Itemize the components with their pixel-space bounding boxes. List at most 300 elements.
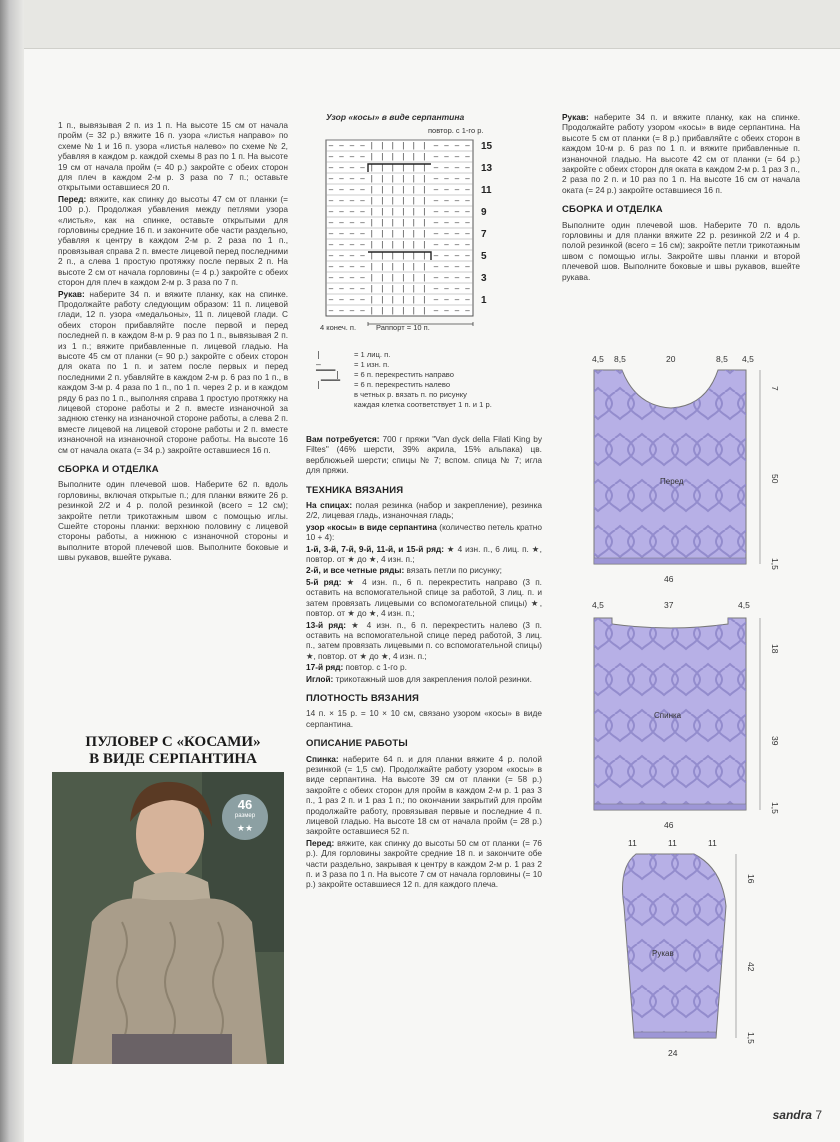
chart-cell: | (370, 185, 373, 194)
chart-cell: | (402, 240, 405, 249)
text-tech-1: На спицах: полая резинка (набор и закрепление), резинка 2/2, лицевая гладь, изнаночная гладь; (306, 500, 542, 521)
chart-cell: | (412, 163, 415, 172)
legend-note-cell: каждая клетка соответствует 1 п. и 1 р. (354, 400, 492, 409)
chart-cell: – (349, 152, 355, 161)
chart-cell: – (433, 229, 439, 238)
chart-cell: – (328, 295, 334, 304)
chart-cell: – (328, 141, 334, 150)
chart-cell: | (381, 141, 384, 150)
chart-cell: – (444, 174, 449, 183)
chart-cell: | (412, 284, 415, 293)
text-tech-2: узор «косы» в виде серпантина (количество петель кратно 10 + 4): (306, 521, 542, 543)
chart-cell: – (454, 306, 460, 315)
chart-cell: | (391, 174, 394, 183)
chart-cell: – (349, 306, 355, 315)
chart-cell: | (391, 207, 394, 216)
chart-cell: – (360, 196, 365, 205)
chart-cell: – (349, 196, 355, 205)
chart-cell: – (465, 251, 470, 260)
heading-description: ОПИСАНИЕ РАБОТЫ (306, 738, 408, 750)
chart-cell: | (423, 174, 426, 183)
chart-cell: – (444, 306, 449, 315)
sleeve-label: Рукав (652, 949, 674, 958)
chart-cell: – (360, 240, 365, 249)
chart-cell: | (391, 251, 394, 260)
chart-cell: – (444, 207, 449, 216)
text-tech-4: 2-й, и все четные ряды: вязать петли по рисунку; (306, 565, 502, 576)
project-title: ПУЛОВЕР С «КОСАМИ» В ВИДЕ СЕРПАНТИНА (85, 734, 261, 767)
chart-cell: | (423, 196, 426, 205)
chart-cell: – (328, 284, 334, 293)
top-margin (24, 0, 840, 49)
chart-cell: – (339, 240, 344, 249)
svg-text:20: 20 (666, 354, 676, 364)
back-dim-bottom: 46 (664, 820, 674, 830)
chart-cell: – (465, 163, 470, 172)
page-binding (0, 0, 24, 1142)
chart-cell: | (370, 240, 373, 249)
chart-cell: | (370, 207, 373, 216)
heading-assembly: СБОРКА И ОТДЕЛКА (58, 464, 159, 475)
chart-cell: | (412, 251, 415, 260)
chart-row-label: 15 (481, 141, 493, 152)
chart-cell: – (454, 196, 460, 205)
chart-cell: – (360, 295, 365, 304)
chart-cell: – (339, 163, 344, 172)
chart-cell: | (381, 262, 384, 271)
chart-cell: – (339, 295, 344, 304)
svg-text:4,5: 4,5 (592, 354, 604, 364)
chart-cell: | (381, 240, 384, 249)
chart-cell: | (402, 163, 405, 172)
chart-cell: – (433, 240, 439, 249)
chart-cell: – (465, 295, 470, 304)
chart-cell: | (402, 174, 405, 183)
chart-cell: | (402, 284, 405, 293)
chart-row-label: 7 (481, 229, 487, 240)
text-back: Спинка: наберите 64 п. и для планки вяжите 4 р. полой резинкой (= 1,5 см). Продолжайте работу узором «косы» в виде серпантина. На высоте 39 см от планки (= 58 р.) закройте с обеих сторон для пройм в каждом 2-м р. 1 раз 3 п., 1 раз 2 п. и 1 раз 1 п.; по окончании закрытий для пройм продолжайте работу, провязывая первые и последние 4 п. лицевой гладью. На высоте 18 см от начала пройм (= 28 р.) закройте оставшиеся 52 п. (306, 753, 542, 837)
size-badge: 46 размер ★★ (222, 794, 268, 840)
front-dims-right (770, 386, 780, 570)
chart-cell: | (370, 295, 373, 304)
chart-cell: | (412, 295, 415, 304)
chart-cell: | (391, 218, 394, 227)
chart-cell: – (349, 240, 355, 249)
chart-cell: | (412, 174, 415, 183)
chart-cell: | (423, 218, 426, 227)
chart-cell: | (370, 273, 373, 282)
chart-cell: | (370, 229, 373, 238)
chart-cell: – (360, 207, 365, 216)
chart-cell: | (370, 174, 373, 183)
chart-cell: – (465, 207, 470, 216)
chart-title: Узор «косы» в виде серпантина (326, 112, 465, 122)
column-left (58, 120, 288, 564)
chart-cell: | (423, 284, 426, 293)
chart-cell: – (433, 196, 439, 205)
chart-cell: | (412, 196, 415, 205)
svg-text:1,5: 1,5 (746, 1032, 756, 1044)
chart-cell: – (339, 273, 344, 282)
chart-cell: – (454, 207, 460, 216)
chart-cell: – (465, 284, 470, 293)
chart-cell: | (370, 141, 373, 150)
chart-cell: – (349, 273, 355, 282)
chart-cell: | (412, 273, 415, 282)
sleeve-dim-bottom: 24 (668, 1048, 678, 1058)
chart-row-label: 5 (481, 251, 487, 262)
page-number: 7 (815, 1108, 822, 1122)
chart-cell: – (454, 229, 460, 238)
chart-cell: | (391, 295, 394, 304)
chart-cell: | (381, 251, 384, 260)
chart-cell: | (391, 240, 394, 249)
heading-technique: ТЕХНИКА ВЯЗАНИЯ (306, 484, 404, 496)
chart-cell: | (423, 207, 426, 216)
chart-cell: – (360, 251, 365, 260)
chart-cell: | (370, 196, 373, 205)
text-tech-3: 1-й, 3-й, 7-й, 9-й, 11-й, и 15-й ряд: ★ 4 изн. п., 6 лиц. п. ★, повтор. от ★ до ★, 4 изн. п.; (306, 543, 542, 565)
chart-cell: – (328, 174, 334, 183)
chart-cell: | (412, 306, 415, 315)
chart-cell: – (444, 196, 449, 205)
chart-cell: – (349, 141, 355, 150)
chart-cell: | (381, 185, 384, 194)
chart-cell: – (465, 152, 470, 161)
text-front: Перед: вяжите, как спинку до высоты 47 см от планки (= 100 р.). Продолжая убавления между петлями узора «листья», как на спинке, оставьте открытыми для горловины средние 16 п. и закончите обе части раздельно, убавляя к центру в каждом 2-м р. 2 раза по 1 п., провязывая справа 2 п. вместе лицевой перед последними 2 п., а слева 1 простую протяжку после первых 2 п. На высоте 2 см от начала горловины (= 4 р.) закройте с обеих сторон для плеч в каждом 2-м р. 3 раза по 7 п. (58, 193, 288, 288)
chart-cell: | (412, 218, 415, 227)
chart-cell: – (465, 240, 470, 249)
chart-bottom-left-label: 4 конеч. п. (320, 323, 357, 332)
chart-cell: – (444, 185, 449, 194)
chart-cell: – (433, 141, 439, 150)
chart-cell: – (433, 152, 439, 161)
schema-front (592, 354, 780, 584)
chart-cell: – (328, 196, 334, 205)
chart-cell: – (444, 284, 449, 293)
chart-cell: – (360, 262, 365, 271)
chart-cell: | (381, 273, 384, 282)
chart-repeat-note: повтор. с 1-го р. (428, 126, 484, 135)
chart-cell: – (454, 251, 460, 260)
chart-cell: | (423, 229, 426, 238)
chart-cell: – (433, 273, 439, 282)
chart-cell: | (423, 273, 426, 282)
chart-cell: – (454, 262, 460, 271)
chart-cell: – (339, 229, 344, 238)
chart-cell: – (433, 174, 439, 183)
svg-text:4,5: 4,5 (592, 600, 604, 610)
chart-cell: – (360, 141, 365, 150)
chart-row-label: 3 (481, 273, 487, 284)
chart-cell: | (391, 273, 394, 282)
svg-text:42: 42 (746, 962, 756, 972)
text-tech-8: Иглой: трикотажный шов для закрепления полой резинки. (306, 673, 532, 684)
chart-cell: – (349, 218, 355, 227)
chart-cell: – (433, 284, 439, 293)
chart-bottom-right-label: Раппорт = 10 п. (376, 323, 430, 332)
chart-cell: | (370, 163, 373, 172)
chart-cell: – (454, 174, 460, 183)
chart-cell: – (349, 185, 355, 194)
chart-cell: | (381, 196, 384, 205)
heading-gauge: ПЛОТНОСТЬ ВЯЗАНИЯ (306, 692, 420, 704)
chart-row-label: 13 (481, 163, 493, 174)
chart-cell: – (444, 240, 449, 249)
chart-cell: – (454, 295, 460, 304)
chart-cell: – (339, 207, 344, 216)
chart-cell: | (391, 262, 394, 271)
chart-legend (310, 350, 540, 410)
chart-cell: | (412, 262, 415, 271)
column-middle (306, 434, 542, 891)
chart-cell: | (412, 229, 415, 238)
chart-cell: – (433, 207, 439, 216)
chart-cell: | (402, 141, 405, 150)
chart-cell: | (402, 207, 405, 216)
chart-cell: | (423, 251, 426, 260)
chart-row-labels (481, 141, 493, 306)
chart-row-label: 9 (481, 207, 487, 218)
chart-cell: – (444, 218, 449, 227)
chart-cell: | (381, 152, 384, 161)
chart-cell: | (423, 306, 426, 315)
text-sleeve-2: Рукав: наберите 34 п. и вяжите планку, как на спинке. Продолжайте работу узором «косы» в виде серпантина. На высоте 5 см от планки (= 8 р.) прибавляйте с обеих сторон в каждом 10-м р. 6 раз по 1 п. и вяжите прибавленные п. изнаночной гладью. На высоте 42 см от планки (= 64 р.) закройте с обеих сторон для оката в каждом 2-м р. 1 раз 3 п., 2 раза по 2 п. и 10 раз по 1 п. На высоте 16 см от начала оката (= 24 р.) закройте оставшиеся 16 п. (562, 112, 800, 195)
chart-cell: | (402, 152, 405, 161)
chart-cell: – (328, 306, 334, 315)
text-back-continued: 1 п., вывязывая 2 п. из 1 п. На высоте 15 см от начала пройм (= 32 р.) вяжите 16 п. узора «листья направо» по схеме № 1 и 16 п. узора «листья налево» по схеме № 2, убавляя в каждом р. каждой схемы 8 раз по 1 п. На высоте 19 см от начала пройм (= 40 р.) закройте с обеих сторон для плеч в каждом 2-м р. 3 раза по 7 п.; оставьте открытыми оставшиеся 20 п. (58, 120, 288, 193)
chart-cell: | (412, 141, 415, 150)
chart-cell: – (360, 284, 365, 293)
chart-cell: | (381, 163, 384, 172)
chart-cell: | (423, 163, 426, 172)
chart-cell: | (391, 196, 394, 205)
chart-cell: – (349, 251, 355, 260)
chart-cell: | (381, 284, 384, 293)
text-assembly-2: Выполните один плечевой шов. Наберите 70 п. вдоль горловины и для планки вяжите 22 р. резинкой 2/2 и 4 р. полой резинкой (всего = 16 см); закройте петли трикотажным швом с помощью иглы. Закройте швы планки и второй плечевой шов. Выполните боковые и швы рукавов, вшейте рукава. (562, 219, 800, 282)
chart-cell: – (360, 218, 365, 227)
svg-text:8,5: 8,5 (716, 354, 728, 364)
chart-cell: – (444, 163, 449, 172)
chart-cell: | (412, 185, 415, 194)
chart-cell: – (360, 174, 365, 183)
column-right (562, 112, 800, 283)
chart-cell: | (381, 207, 384, 216)
text-front-2: Перед: вяжите, как спинку до высоты 50 см от планки (= 76 р.). Для горловины закройте средние 18 п. и закончите обе части раздельно, закрывая к центру в каждом 2-м р. 1 раз 2 п. и 3 раза по 1 п. На высоте 7 см от начала горловины (= 10 р.) закройте оставшиеся 12 п. для каждого плеча. (306, 837, 542, 890)
chart-cell: – (349, 284, 355, 293)
chart-cell: – (454, 185, 460, 194)
svg-text:16: 16 (746, 874, 756, 884)
chart-cell: – (465, 196, 470, 205)
chart-row-label: 1 (481, 295, 487, 306)
chart-cell: – (349, 229, 355, 238)
chart-cell: – (433, 306, 439, 315)
svg-text:11: 11 (708, 838, 717, 848)
chart-cell: – (349, 262, 355, 271)
chart-cell: – (328, 273, 334, 282)
chart-cell: | (402, 251, 405, 260)
chart-cell: – (454, 152, 460, 161)
chart-row-label: 11 (481, 185, 492, 196)
chart-cell: | (370, 152, 373, 161)
chart-cell: – (454, 284, 460, 293)
chart-cell: – (349, 174, 355, 183)
chart-cell: – (360, 163, 365, 172)
chart-cell: – (454, 218, 460, 227)
chart-cell: – (328, 229, 334, 238)
chart-cell: – (454, 240, 460, 249)
chart-cell: – (444, 295, 449, 304)
svg-text:11: 11 (668, 838, 677, 848)
chart-cell: – (339, 174, 344, 183)
chart-cell: – (360, 152, 365, 161)
chart-cell: | (402, 273, 405, 282)
svg-text:11: 11 (628, 838, 637, 848)
chart-cell: | (391, 163, 394, 172)
chart-cell: | (402, 196, 405, 205)
chart-cell: – (339, 185, 344, 194)
chart-cell: – (465, 262, 470, 271)
chart-cell: – (339, 251, 344, 260)
sleeve-dims-top (628, 838, 717, 848)
chart-cell: – (433, 218, 439, 227)
back-label: Спинка (654, 711, 682, 720)
svg-text:18: 18 (770, 644, 780, 654)
chart-cell: – (328, 240, 334, 249)
chart-cell: | (391, 185, 394, 194)
chart-cell: – (444, 273, 449, 282)
svg-text:4,5: 4,5 (738, 600, 750, 610)
legend-note-even: в четных р. вязать п. по рисунку (354, 390, 467, 399)
front-label: Перед (660, 477, 684, 486)
chart-cell: | (402, 306, 405, 315)
chart-cell: | (391, 152, 394, 161)
chart-cell: | (381, 174, 384, 183)
chart-cell: – (339, 141, 344, 150)
chart-grid (326, 140, 473, 326)
chart-cell: – (444, 251, 449, 260)
front-dims-top (592, 354, 754, 364)
chart-cell: | (381, 229, 384, 238)
chart-cell: – (454, 163, 460, 172)
text-sleeve: Рукав: наберите 34 п. и вяжите планку, как на спинке. Продолжайте работу следующим образом: 11 п. лицевой глади, 12 п. узора «медальоны», 11 п. лицевой глади. С обеих сторон прибавляйте после первой и перед последней п. в каждом 8-м р. 9 раз по 1 п., вывязывая 2 п. из 1 п.; вяжите прибавленные п. лицевой гладью. На высоте 45 см от планки (= 90 р.) закройте с обеих сторон для оката по 1 п. и затем после первых и перед последними 2 п. убавляйте в каждом 2-м р. 6 раз по 1 п., в каждом 3-м р. 4 раза по 1 п., по 1 п. через 2 р. и в каждом ряду 6 раз по 1 п., выполняя справа 1 простую протяжку на лицевой стороне работы и 2 п. вместе изнаночной за заднюю стенку на изнаночной стороне работы, а слева 2 п. вместе лицевой на лицевой стороне работы и 2 п. вместе изнаночной на изнаночной стороне работы. На высоте 16 см от начала оката (= 34 р.) закройте оставшиеся 16 п. (58, 288, 288, 455)
heading-assembly-2: СБОРКА И ОТДЕЛКА (562, 204, 663, 216)
chart-cell: | (370, 306, 373, 315)
brand-name: sandra (772, 1108, 812, 1122)
chart-cell: – (465, 273, 470, 282)
svg-text:50: 50 (770, 474, 780, 484)
knitting-chart (308, 122, 542, 338)
chart-cell: | (402, 229, 405, 238)
chart-cell: | (423, 295, 426, 304)
chart-cell: – (465, 141, 470, 150)
chart-cell: – (465, 174, 470, 183)
chart-cell: | (370, 262, 373, 271)
chart-cell: – (339, 152, 344, 161)
chart-cell: – (465, 218, 470, 227)
chart-cell: – (339, 218, 344, 227)
chart-cell: | (381, 295, 384, 304)
back-dims-top (592, 600, 750, 610)
chart-cell: | (391, 141, 394, 150)
chart-cell: | (423, 240, 426, 249)
page-footer (773, 1108, 822, 1122)
chart-cell: – (465, 229, 470, 238)
chart-cell: – (328, 251, 334, 260)
chart-cell: – (465, 185, 470, 194)
legend-cross-left: |▔▔▔▔ = 6 п. перекрестить налево (316, 380, 451, 389)
chart-cell: – (433, 251, 439, 260)
chart-cell: – (360, 185, 365, 194)
chart-cell: | (412, 240, 415, 249)
chart-cell: – (444, 229, 449, 238)
chart-cell: – (328, 185, 334, 194)
text-tech-6: 13-й ряд: ★ 4 изн. п., 6 п. перекрестить налево (3 п. оставить на вспомогательной спице перед работой, 3 лиц. п., затем провязать лицевыми п. со вспомогательной спицы) ★, повтор. от ★ до ★, 4 изн. п.; (306, 619, 542, 661)
chart-cell: | (423, 262, 426, 271)
chart-cell: – (444, 262, 449, 271)
chart-cell: – (465, 306, 470, 315)
svg-text:8,5: 8,5 (614, 354, 626, 364)
chart-cell: | (412, 207, 415, 216)
chart-cell: – (454, 141, 460, 150)
text-gauge: 14 п. × 15 р. = 10 × 10 см, связано узором «косы» в виде серпантина. (306, 708, 542, 729)
schema-sleeve (623, 838, 757, 1058)
svg-text:4,5: 4,5 (742, 354, 754, 364)
chart-cell: – (328, 218, 334, 227)
chart-cell: – (349, 163, 355, 172)
chart-cell: | (391, 306, 394, 315)
chart-cell: | (402, 262, 405, 271)
front-dim-bottom: 46 (664, 574, 674, 584)
chart-cell: – (454, 273, 460, 282)
schema-back (592, 600, 780, 830)
chart-cell: – (433, 163, 439, 172)
chart-cell: | (391, 284, 394, 293)
back-dims-right (770, 644, 780, 814)
legend-cross-right: ▔▔▔▔| = 6 п. перекрестить направо (316, 370, 454, 379)
sleeve-dims-right (746, 874, 756, 1044)
chart-cell: | (370, 251, 373, 260)
chart-cell: – (444, 141, 449, 150)
chart-cell: | (402, 185, 405, 194)
chart-cell: | (423, 152, 426, 161)
garment-schematics (576, 346, 792, 1076)
chart-cell: | (381, 218, 384, 227)
chart-cell: – (339, 262, 344, 271)
chart-cell: | (423, 185, 426, 194)
chart-cell: | (402, 295, 405, 304)
legend-purl: – = 1 изн. п. (316, 360, 390, 369)
chart-cell: | (423, 141, 426, 150)
svg-text:1,5: 1,5 (770, 558, 780, 570)
chart-cell: – (360, 229, 365, 238)
chart-cell: – (360, 273, 365, 282)
chart-cell: | (370, 218, 373, 227)
chart-cell: – (339, 196, 344, 205)
chart-cell: | (391, 229, 394, 238)
svg-text:37: 37 (664, 600, 674, 610)
legend-knit: | = 1 лиц. п. (316, 350, 391, 359)
chart-cell: – (444, 152, 449, 161)
chart-cell: – (328, 152, 334, 161)
text-tech-7: 17-й ряд: повтор. с 1-го р. (306, 662, 407, 673)
svg-text:1,5: 1,5 (770, 802, 780, 814)
chart-cell: – (360, 306, 365, 315)
chart-cell: – (433, 295, 439, 304)
chart-cell: | (412, 152, 415, 161)
text-materials: Вам потребуется: 700 г пряжи "Van dyck della Filati King by Filtes" (46% шерсти, 39% акрила, 15% альпака) цв. верблюжьей шерсти; спицы № 7; вспом. спица № 7; игла для пряжи. (306, 434, 542, 476)
chart-cell: – (433, 262, 439, 271)
